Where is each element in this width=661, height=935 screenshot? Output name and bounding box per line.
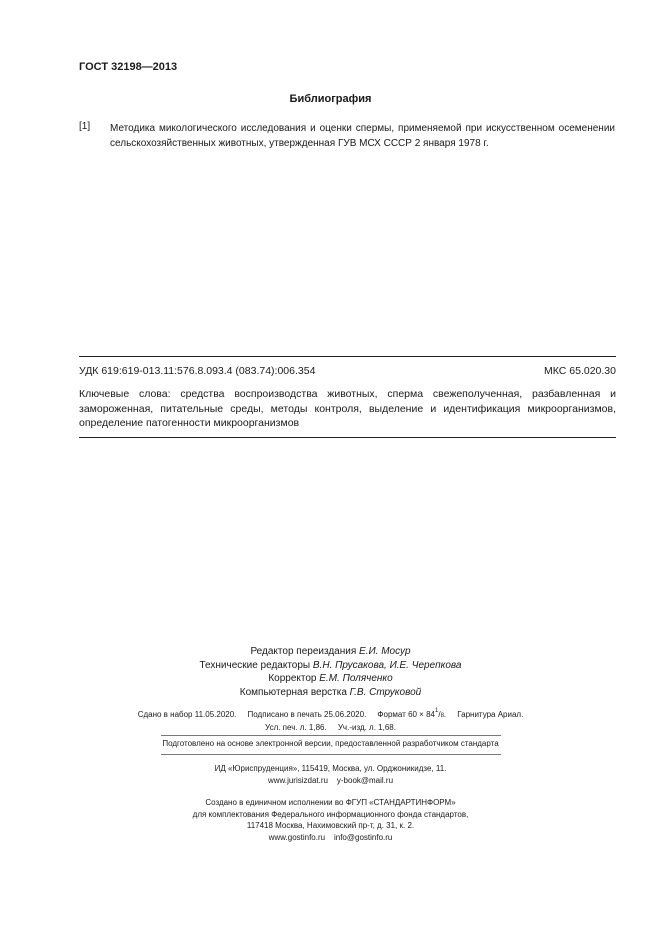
credit-role: Компьютерная верстка <box>239 686 347 698</box>
credit-names: Е.М. Поляченко <box>319 673 393 685</box>
credit-role: Корректор <box>268 673 317 685</box>
publisher-contacts <box>0 775 661 787</box>
submitted-date: Сдано в набор 11.05.2020. <box>137 710 237 719</box>
credit-names: В.Н. Прусакова, И.Е. Черепкова <box>312 659 462 671</box>
keywords-paragraph: Ключевые слова: средства воспроизводства животных, сперма свежеполученная, разбавленная и замороженная, питательные среды, методы контроля, выделение и идентификация микроорганизмов, определение патогенности микроорганизмов <box>79 388 616 429</box>
bibliography-item-number: [1] <box>79 121 91 132</box>
udk-code: УДК 619:619-013.11:576.8.093.4 (083.74):006.354 <box>79 365 316 377</box>
format-label: Формат 60 × 84 <box>377 710 435 719</box>
gostinfo-email[interactable]: info@gostinfo.ru <box>333 832 393 842</box>
credit-role: Редактор переиздания <box>250 646 357 657</box>
print-sheets: Усл. печ. л. 1,86. <box>265 723 327 732</box>
imprint-line-2 <box>0 723 661 732</box>
creation-line-3: 117418 Москва, Нахимовский пр-т, д. 31, к. 2. <box>246 821 415 831</box>
bottom-divider <box>79 437 616 438</box>
credit-line <box>0 659 661 673</box>
credits-block <box>0 645 661 699</box>
format-numerator: 1 <box>434 708 439 714</box>
mks-code: МКС 65.020.30 <box>544 365 616 377</box>
prepared-note: Подготовлено на основе электронной версии, предоставленной разработчиком стандарта <box>162 739 499 748</box>
bibliography-item-text: Методика микологического исследования и оценки спермы, применяемой при искусственном осеменении сельскохозяйственных животных, утвержденная ГУВ МСХ СССР 2 января 1978 г. <box>110 123 615 149</box>
signed-date: Подписано в печать 25.06.2020. <box>247 710 367 719</box>
format-denominator: 8 <box>440 713 444 719</box>
credit-line <box>0 686 661 700</box>
typeface: Гарнитура Ариал. <box>457 710 524 719</box>
imprint-line-1 <box>0 710 661 719</box>
bibliography-title: Библиография <box>289 93 372 105</box>
paper-format: Формат $60 \times 84^1/8$. <box>377 708 447 719</box>
publisher-sheets: Уч.-изд. л. 1,68. <box>337 723 396 732</box>
creation-block <box>0 797 661 843</box>
publisher-block <box>0 763 661 786</box>
publisher-site[interactable]: www.jurisizdat.ru <box>267 775 328 785</box>
creation-contacts <box>0 832 661 844</box>
gostinfo-site[interactable]: www.gostinfo.ru <box>268 832 326 842</box>
credit-names: Г.В. Струковой <box>349 686 422 698</box>
top-divider <box>79 356 616 357</box>
standard-designation: ГОСТ 32198—2013 <box>79 61 178 73</box>
imprint-divider-bottom <box>161 754 501 755</box>
credit-line <box>0 672 661 686</box>
publisher-email[interactable]: y-book@mail.ru <box>336 775 394 785</box>
publisher-address: ИД «Юриспруденция», 115419, Москва, ул. Орджоникидзе, 11. <box>214 764 447 773</box>
imprint-divider-top <box>161 735 501 736</box>
credit-names: Е.И. Мосур <box>359 646 411 657</box>
creation-line-2: для комплектования Федерального информационного фонда стандартов, <box>192 809 469 819</box>
credit-role: Технические редакторы <box>199 659 311 671</box>
credit-line <box>0 645 661 659</box>
creation-line-1: Создано в единичном исполнении во ФГУП «СТАНДАРТИНФОРМ» <box>205 798 456 807</box>
